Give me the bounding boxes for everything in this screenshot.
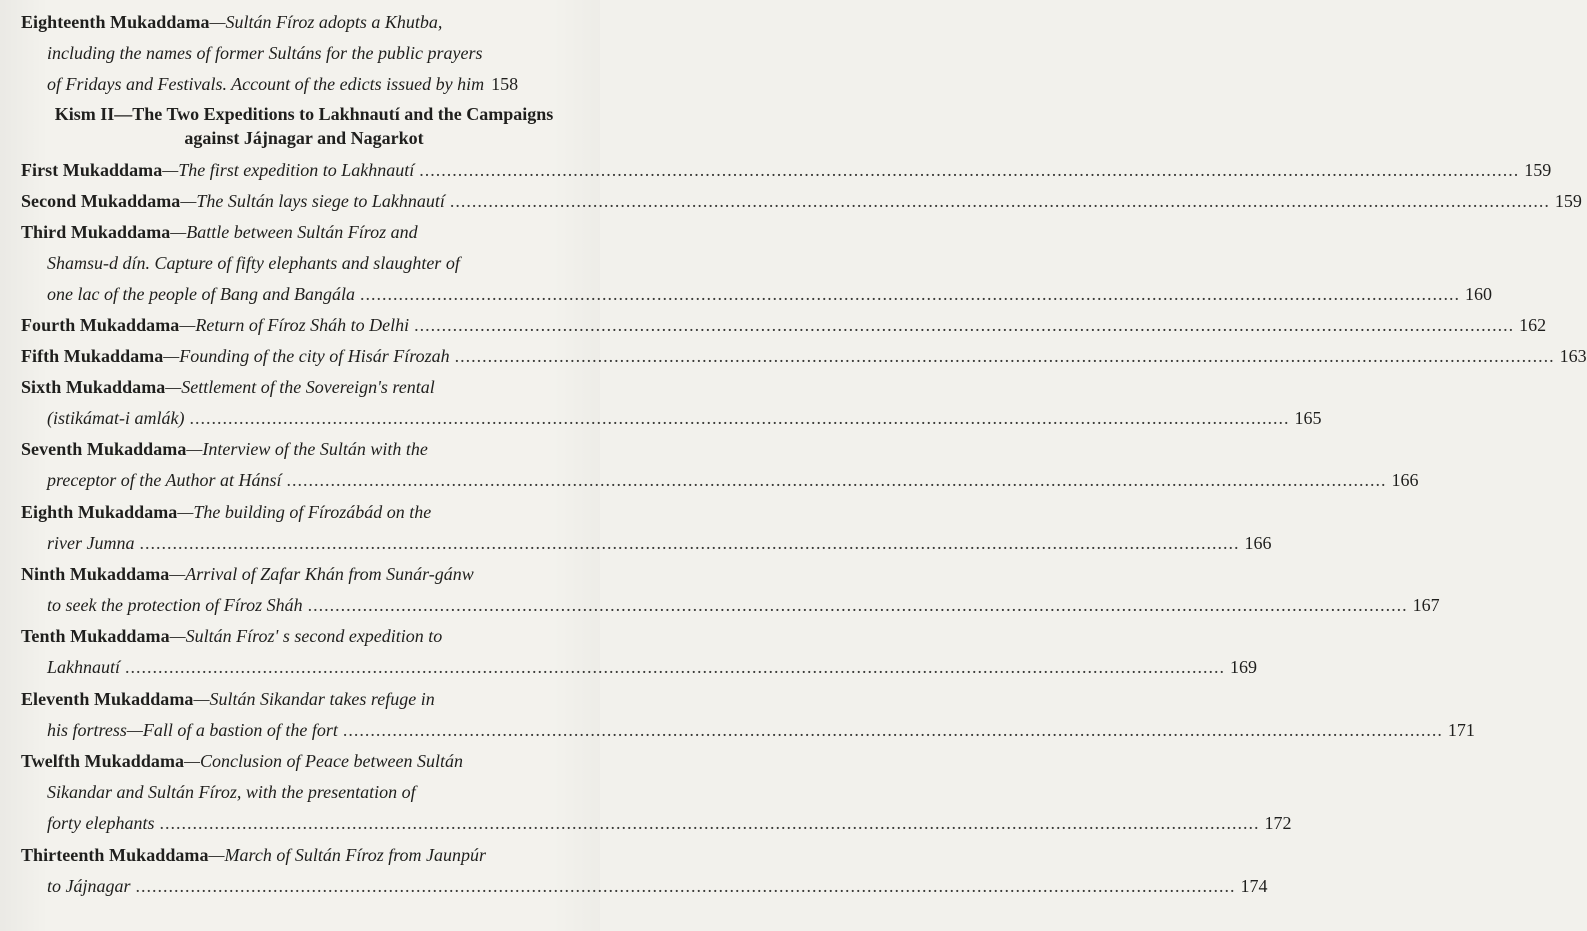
toc-entry-fourth-mukaddama (21, 310, 1547, 341)
page-number: 169 (1230, 657, 1258, 677)
page-number: 167 (1412, 595, 1440, 615)
entry-title: Fourth Mukaddama (21, 315, 180, 335)
toc-entry-first-line (21, 372, 593, 403)
toc-entry-second-mukaddama (21, 186, 1582, 217)
entry-description: preceptor of the Author at Hánsí (47, 470, 282, 490)
dot-leader (189, 403, 1289, 434)
dot-leader (308, 590, 1408, 621)
toc-entry-twelfth-mukaddama (21, 746, 1292, 839)
page-number: 160 (1464, 284, 1492, 304)
toc-entry-first-line (21, 684, 593, 715)
dot-leader (450, 186, 1550, 217)
page-number: 166 (1391, 470, 1419, 490)
toc-entry-eighth-mukaddama (21, 497, 1272, 559)
toc-entry-eighteenth-mukaddama (21, 7, 593, 100)
entry-title: Eleventh Mukaddama (21, 689, 194, 709)
dot-leader (125, 652, 1225, 683)
toc-entry-first-line (21, 7, 593, 38)
dot-leader (414, 310, 1514, 341)
page-number: 162 (1519, 315, 1547, 335)
toc-entry-sixth-mukaddama (21, 372, 1322, 434)
toc-entry-tenth-mukaddama (21, 621, 1258, 683)
entry-description: —Sultán Fíroz' s second expedition to (169, 626, 443, 646)
entry-leader-line (21, 652, 1258, 683)
dot-leader (455, 341, 1555, 372)
page-number: 172 (1264, 813, 1292, 833)
entry-description: —Arrival of Zafar Khán from Sunár-gánw (169, 564, 474, 584)
entry-leader-line (21, 871, 1268, 902)
entry-title: Second Mukaddama (21, 191, 181, 211)
toc-entry-first-line (21, 434, 593, 465)
toc-entry-eleventh-mukaddama (21, 684, 1475, 746)
dot-leader (159, 808, 1259, 839)
toc-entry-first-line (21, 559, 593, 590)
page-number: 174 (1240, 876, 1268, 896)
entry-description: to seek the protection of Fíroz Sháh (47, 595, 303, 615)
page-number: 159 (1524, 160, 1552, 180)
entry-leader-line (21, 186, 1582, 217)
entry-description: —Sultán Sikandar takes refuge in (193, 689, 435, 709)
entry-description: his fortress—Fall of a bastion of the fort (47, 720, 338, 740)
entry-title: First Mukaddama (21, 160, 163, 180)
page-number: 158 (491, 74, 519, 94)
dot-leader (139, 528, 1239, 559)
entry-description: —Sultán Fíroz adopts a Khutba, (209, 12, 443, 32)
entry-title: Fifth Mukaddama (21, 346, 164, 366)
toc-entry-first-line (21, 217, 593, 248)
entry-description: —Conclusion of Peace between Sultán (184, 751, 463, 771)
entry-leader-line (21, 341, 1587, 372)
entry-leader-line (21, 715, 1475, 746)
section-heading-line-2: against Jájnagar and Nagarkot (184, 128, 424, 148)
entry-leader-line (21, 590, 1440, 621)
section-heading-kism-ii (24, 102, 584, 150)
toc-entry-first-line (21, 840, 593, 871)
entry-title: Tenth Mukaddama (21, 626, 170, 646)
entry-description: —Battle between Sultán Fíroz and (170, 222, 418, 242)
entry-description: —The building of Fírozábád on the (177, 502, 432, 522)
page-number: 171 (1447, 720, 1475, 740)
entry-description: —Settlement of the Sovereign's rental (165, 377, 435, 397)
toc-entry-seventh-mukaddama (21, 434, 1419, 496)
toc-entry-first-mukaddama (21, 155, 1552, 186)
entry-description: river Jumna (47, 533, 135, 553)
entry-description: forty elephants (47, 813, 155, 833)
dot-leader (419, 155, 1519, 186)
entry-leader-line (21, 808, 1292, 839)
toc-entry-fifth-mukaddama (21, 341, 1587, 372)
entry-leader-line (21, 69, 619, 100)
entry-leader-line (21, 155, 1552, 186)
entry-description: Shamsu-d dín. Capture of fifty elephants and slaughter of (47, 253, 460, 273)
entry-description: —The first expedition to Lakhnautí (162, 160, 415, 180)
page-number: 165 (1294, 408, 1322, 428)
page-number: 163 (1559, 346, 1587, 366)
entry-description: —Interview of the Sultán with the (186, 439, 428, 459)
entry-description: of Fridays and Festivals. Account of the edicts issued by him (47, 74, 485, 94)
dot-leader (360, 279, 1460, 310)
toc-entry-third-mukaddama (21, 217, 1492, 310)
entry-leader-line (21, 528, 1272, 559)
page-number: 159 (1554, 191, 1582, 211)
dot-leader (136, 871, 1236, 902)
toc-entry-thirteenth-mukaddama (21, 840, 1268, 902)
entry-description: —The Sultán lays siege to Lakhnautí (180, 191, 445, 211)
entry-description: —Return of Fíroz Sháh to Delhi (179, 315, 410, 335)
toc-entry-first-line (21, 746, 593, 777)
entry-title: Eighth Mukaddama (21, 502, 178, 522)
entry-description: —March of Sultán Fíroz from Jaunpúr (208, 845, 487, 865)
entry-title: Sixth Mukaddama (21, 377, 166, 397)
page-number: 166 (1244, 533, 1272, 553)
entry-title: Thirteenth Mukaddama (21, 845, 209, 865)
dot-leader (343, 715, 1443, 746)
entry-description: Lakhnautí (47, 657, 121, 677)
entry-leader-line (21, 279, 1492, 310)
entry-description: —Founding of the city of Hisár Fírozah (163, 346, 450, 366)
entry-title: Eighteenth Mukaddama (21, 12, 210, 32)
entry-description: (istikámat-i amlák) (47, 408, 185, 428)
entry-title: Ninth Mukaddama (21, 564, 170, 584)
entry-title: Third Mukaddama (21, 222, 171, 242)
toc-entry-first-line (21, 497, 593, 528)
toc-entry-ninth-mukaddama (21, 559, 1440, 621)
section-heading-line-1: Kism II—The Two Expeditions to Lakhnautí and the Campaigns (54, 104, 554, 124)
entry-description: to Jájnagar (47, 876, 131, 896)
entry-description: Sikandar and Sultán Fíroz, with the presentation of (47, 782, 416, 802)
entry-leader-line (21, 403, 1322, 434)
toc-entry-first-line (21, 621, 593, 652)
entry-description: including the names of former Sultáns for the public prayers (47, 43, 483, 63)
dot-leader (286, 465, 1386, 496)
entry-leader-line (21, 310, 1547, 341)
entry-description: one lac of the people of Bang and Bangála (47, 284, 355, 304)
entry-leader-line (21, 465, 1419, 496)
entry-title: Twelfth Mukaddama (21, 751, 185, 771)
entry-title: Seventh Mukaddama (21, 439, 187, 459)
